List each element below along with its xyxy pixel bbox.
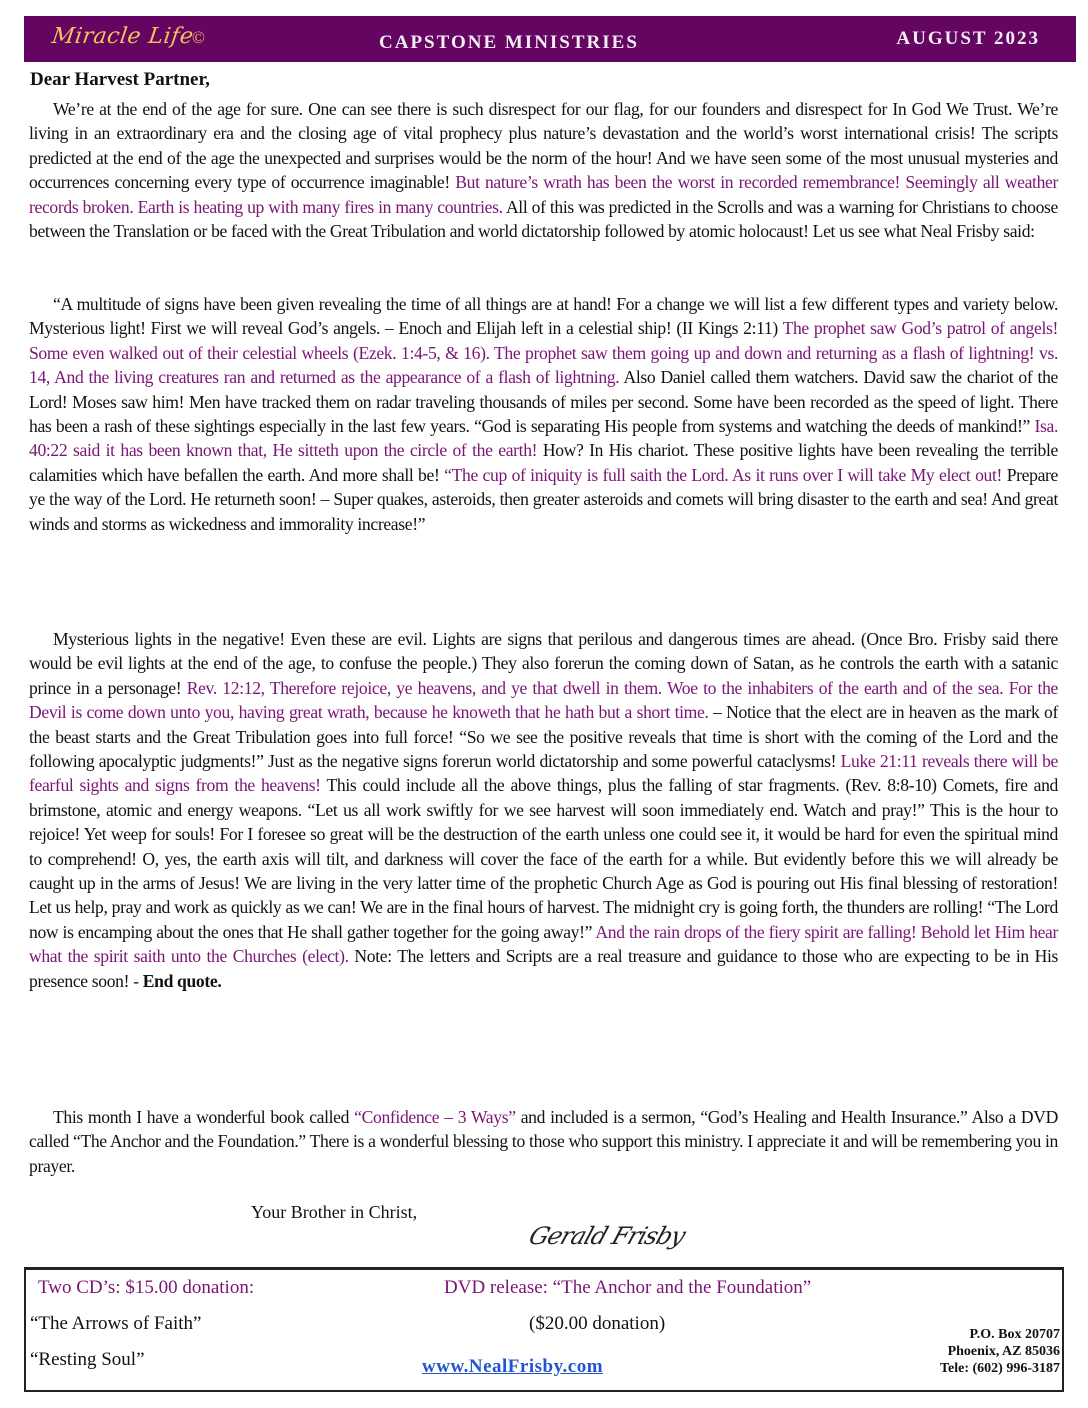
highlighted-scripture: “Confidence – 3 Ways” (354, 1107, 516, 1127)
highlighted-scripture: But nature’s wrath has been the worst in recorded remembrance! Seemingly all weather records broken. Earth is heating up with many fires in many countries. (29, 172, 1058, 217)
dvd-offer-heading: DVD release: “The Anchor and the Foundation” (444, 1277, 812, 1298)
paragraph-text (29, 292, 1058, 536)
highlighted-scripture: Rev. 12:12, Therefore rejoice, ye heavens, and ye that dwell in them. Woe to the inhabiters of the earth and of the sea. For the Devil is come down unto you, having great wrath, because he knoweth that he hath but a short time. (29, 677, 1058, 723)
address-line: Phoenix, AZ 85036 (947, 1344, 1060, 1359)
closing-line: Your Brother in Christ, (251, 1202, 418, 1222)
highlighted-scripture: Isa. 40:22 said it has been known that, He sitteth upon the circle of the earth! (29, 416, 1058, 461)
highlighted-scripture: And the rain drops of the fiery spirit are falling! Behold let Him hear what the spirit saith unto the Churches (elect). (29, 921, 1059, 967)
text-run: Note: The letters and Scripts are a real treasure and guidance to those who are expecting to be in His presence soon! - (29, 946, 1058, 991)
issue-date: AUGUST 2023 (896, 28, 1040, 49)
paragraph-text (29, 1105, 1058, 1178)
paragraph-3 (29, 627, 1058, 993)
dvd-price: ($20.00 donation) (529, 1313, 666, 1334)
miracle-life-logo: Miracle Life (50, 24, 196, 49)
text-run: How? In His chariot. These positive lights have been revealing the terrible calamities which have befallen the earth. And more shall be! (29, 440, 1058, 485)
address-line: P.O. Box 20707 (969, 1327, 1060, 1342)
offer-box (24, 1267, 1064, 1392)
signature: Gerald Frisby (525, 1222, 689, 1250)
cd-title: “The Arrows of Faith” (30, 1313, 202, 1334)
paragraph-1 (29, 97, 1058, 243)
end-quote: End quote. (142, 970, 222, 991)
paragraph-text (29, 97, 1058, 243)
header-banner (24, 16, 1076, 62)
text-run: All of this was predicted in the Scrolls and was a warning for Christians to choose between the Translation or be faced with the Great Tribulation and world dictatorship followed by atomic holocaust! Let us see what Neal Frisby said: (29, 196, 1059, 242)
text-run: Prepare ye the way of the Lord. He returneth soon! – Super quakes, asteroids, then greater asteroids and comets will bring disaster to the earth and sea! And great winds and storms as wickedness and immorality increase!” (29, 464, 1058, 534)
cd-offer-heading: Two CD’s: $15.00 donation: (38, 1277, 255, 1298)
phone-number: Tele: (602) 996-3187 (939, 1361, 1060, 1376)
text-run: Mysterious lights in the negative! Even these are evil. Lights are signs that perilous and dangerous times are ahead. (Once Bro. Frisby said there would be evil lights at the end of the age, to confuse the people.) They also forerun the coming down of Satan, as he controls the earth with a satanic prince in a personage! (29, 629, 1058, 698)
paragraph-4-offer (29, 1105, 1058, 1178)
paragraph-2-quote (29, 292, 1058, 536)
organization-name: CAPSTONE MINISTRIES (379, 32, 639, 53)
text-run: “A multitude of signs have been given revealing the time of all things are at hand! For a change we will list a few different types and variety below. Mysterious light! First we will reveal God’s angels. – Enoch and Elijah left in a celestial ship! (II Kings 2:11) (29, 294, 1058, 339)
highlighted-scripture: The prophet saw God’s patrol of angels! Some even walked out of their celestial wheels (Ezek. 1:4-5, & 16). The prophet saw them going up and down and returning as a flash of lightning! vs. 14, And the living creatures ran and returned as the appearance of a flash of lightning. (29, 318, 1059, 388)
text-run: Also Daniel called them watchers. David saw the chariot of the Lord! Moses saw him! Men have tracked them on radar traveling thousands of miles per second. Some have been recorded as the speed of light. There has been a rash of these sightings especially in the last few years. “God is separating His people from systems and watching the deeds of mankind!” (29, 367, 1058, 437)
highlighted-scripture: “The cup of iniquity is full saith the Lord. As it runs over I will take My elect out! (444, 464, 1003, 485)
copyright-icon: © (192, 28, 205, 47)
text-run: and included is a sermon, “God’s Healing and Health Insurance.” Also a DVD called “The Anchor and the Foundation.” There is a wonderful blessing to those who support this ministry. I appreciate it and will be remembering you in prayer. (29, 1107, 1058, 1176)
text-run: This could include all the above things, plus the falling of star fragments. (Rev. 8:8-10) Comets, fire and brimstone, atomic and energy weapons. “Let us all work swiftly for we see harvest will soon immediately end. Watch and pray!” This is the hour to rejoice! Yet weep for souls! For I foresee so great will be the destruction of the earth unless one could see it, it would be hard for even the spiritual mind to comprehend! O, yes, the earth axis will tilt, and darkness will cover the face of the earth for a while. But evidently before this we will already be caught up in the arms of Jesus! We are living in the very latter time of the prophetic Church Age as God is pouring out His final blessing of restoration! Let us help, pray and work as quickly as we can! We are in the final hours of harvest. The midnight cry is going forth, the thunders are rolling! “The Lord now is encamping about the ones that He shall gather together for the going away!” (29, 775, 1058, 942)
mailing-address (940, 1326, 1060, 1377)
highlighted-scripture: Luke 21:11 reveals there will be fearful sights and signs from the heavens! (29, 751, 1059, 796)
greeting: Dear Harvest Partner, (30, 69, 210, 90)
text-run: This month I have a wonderful book called (53, 1107, 355, 1127)
paragraph-text (29, 627, 1058, 993)
website-link[interactable]: www.NealFrisby.com (422, 1356, 604, 1377)
cd-title: “Resting Soul” (30, 1349, 145, 1370)
text-run: We’re at the end of the age for sure. One can see there is such disrespect for our flag, for our founders and disrespect for In God We Trust. We’re living in an extraordinary era and the closing age of vital prophecy plus nature’s devastation and the world’s worst international crisis! The scripts predicted at the end of the age the unexpected and surprises would be the norm of the hour! And we have seen some of the most unusual mysteries and occurrences concerning every type of occurrence imaginable! (29, 99, 1058, 193)
text-run: – Notice that the elect are in heaven as the mark of the beast starts and the Great Tribulation goes into full force! “So we see the positive reveals that time is short with the coming of the Lord and the following apocalyptic judgments!” Just as the negative signs forerun world dictatorship and some powerful cataclysms! (29, 702, 1058, 772)
